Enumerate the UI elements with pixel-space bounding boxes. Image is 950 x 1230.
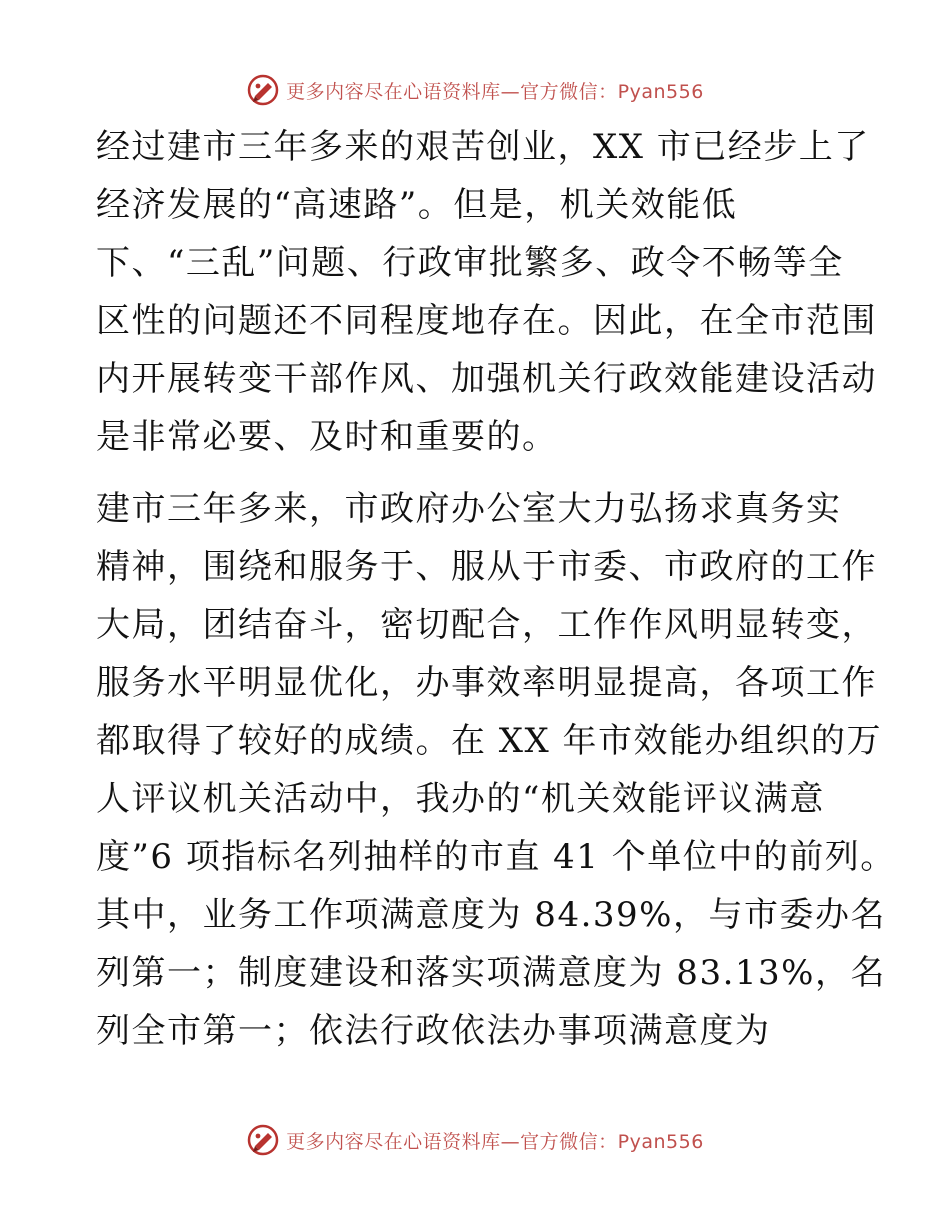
text-line: 经过建市三年多来的艰苦创业，XX 市已经步上了 — [96, 127, 870, 167]
text-line: 下、“三乱”问题、行政审批繁多、政令不畅等全 — [96, 243, 844, 283]
watermark-text: 更多内容尽在心语资料库—官方微信：Pyan556 — [286, 1130, 704, 1153]
text-line: 建市三年多来，市政府办公室大力弘扬求真务实 — [96, 489, 842, 529]
text-line: 人评议机关活动中，我办的“机关效能评议满意 — [96, 779, 825, 819]
watermark-text: 更多内容尽在心语资料库—官方微信：Pyan556 — [286, 80, 704, 103]
text-line: 精神，围绕和服务于、服从于市委、市政府的工作 — [96, 547, 877, 587]
paragraph-2 — [96, 480, 896, 1060]
text-line: 内开展转变干部作风、加强机关行政效能建设活动 — [96, 359, 877, 399]
paragraph-1 — [96, 118, 877, 466]
text-line: 大局，团结奋斗，密切配合，工作作风明显转变， — [96, 605, 877, 645]
text-line: 都取得了较好的成绩。在 XX 年市效能办组织的万 — [96, 721, 883, 761]
brand-logo-icon — [246, 73, 280, 107]
text-line: 是非常必要、及时和重要的。 — [96, 417, 558, 457]
text-line: 列全市第一；依法行政依法办事项满意度为 — [96, 1011, 771, 1051]
brand-logo-icon — [246, 1123, 280, 1157]
text-line: 服务水平明显优化，办事效率明显提高，各项工作 — [96, 663, 877, 703]
header-watermark-banner — [0, 70, 950, 110]
footer-watermark-banner — [0, 1120, 950, 1160]
text-line: 其中，业务工作项满意度为 84.39%，与市委办名 — [96, 895, 886, 935]
text-line: 经济发展的“高速路”。但是，机关效能低 — [96, 185, 738, 225]
text-line: 列第一；制度建设和落实项满意度为 83.13%，名 — [96, 953, 886, 993]
text-line: 度”6 项指标名列抽样的市直 41 个单位中的前列。 — [96, 837, 896, 877]
document-body — [96, 118, 896, 1060]
text-line: 区性的问题还不同程度地存在。因此，在全市范围 — [96, 301, 877, 341]
